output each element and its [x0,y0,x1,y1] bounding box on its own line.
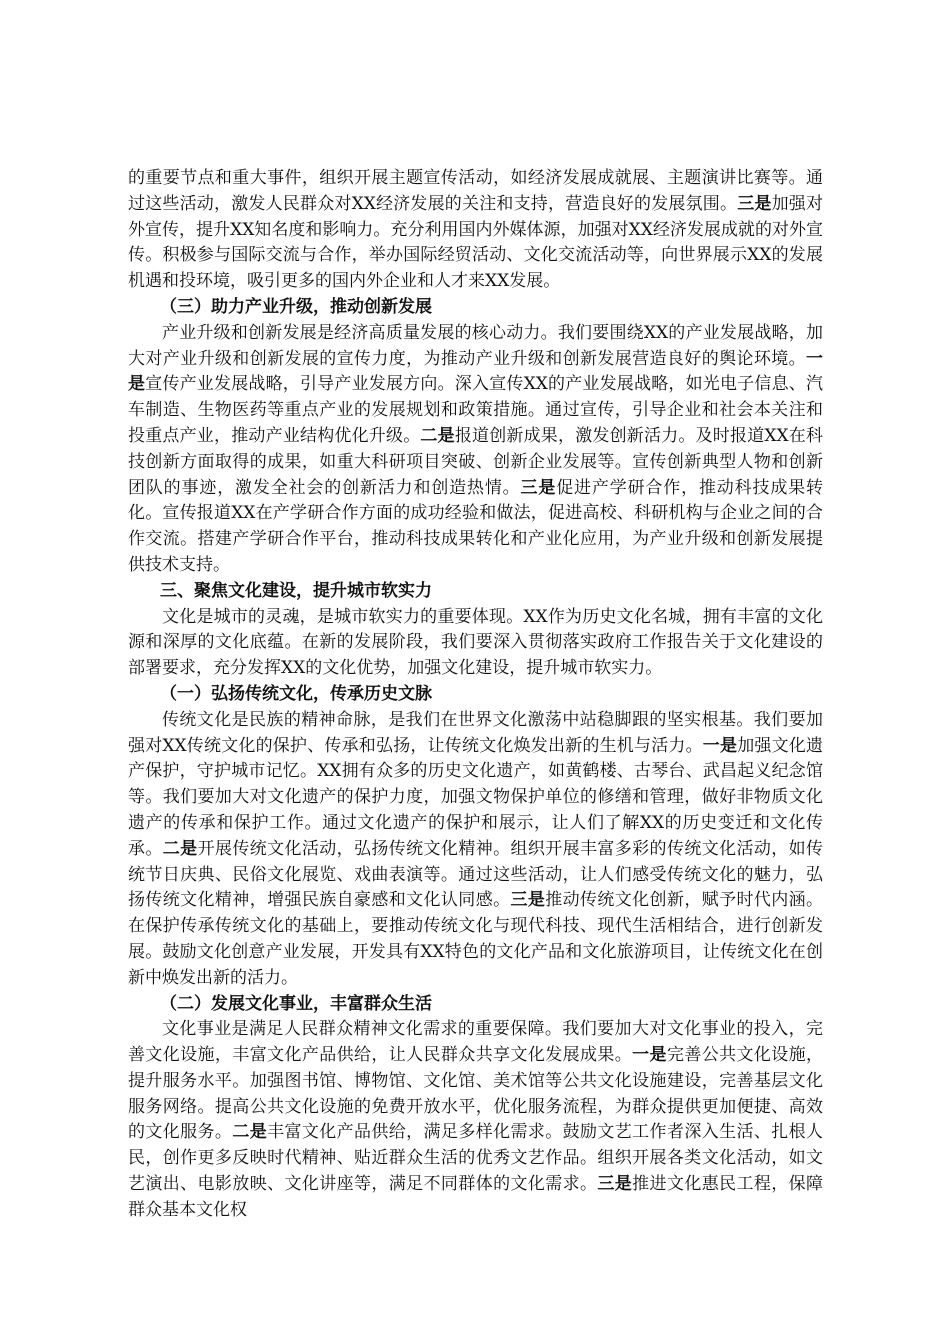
paragraph-text: 推动传统文化创新，赋予时代内涵。在保护传承传统文化的基础上，要推动传统文化与现代科技、现代生活相结合，进行创新发展。鼓励文化创意产业发展，开发具有XX特色的文化产品和文化旅游项目，让传统文化在创新中焕发出新的活力。 [128,890,824,988]
emphasis-marker: 三是 [597,1174,633,1195]
emphasis-marker: 三是 [510,890,546,911]
body-paragraph [128,708,823,992]
paragraph-text: 推进文化惠民工程，保障群众基本文化权 [128,1174,824,1220]
body-paragraph [128,1017,823,1223]
body-paragraph [128,166,823,295]
body-paragraph [128,321,823,579]
paragraph-text: 报道创新成果，激发创新活力。及时报道XX在科技创新方面取得的成果，如重大科研项目突破、创新企业发展等。宣传创新典型人物和创新团队的事迹，激发全社会的创新活力和创造热情。 [128,425,824,498]
body-paragraph [128,605,823,682]
subsection-heading: （二）发展文化事业，丰富群众生活 [160,993,432,1014]
paragraph-text: 文化事业是满足人民群众精神文化需求的重要保障。我们要加大对文化事业的投入，完善文化设施，丰富文化产品供给，让人民群众共享文化发展成果。 [128,1019,823,1066]
paragraph-text: 丰富文化产品供给，满足多样化需求。鼓励文艺工作者深入生活、扎根人民，创作更多反映时代精神、贴近群众生活的优秀文艺作品。组织开展各类文化活动，如文艺演出、电影放映、文化讲座等，满足不同群体的文化需求。 [128,1122,824,1195]
paragraph-text: 促进产学研合作，推动科技成果转化。宣传报道XX在产学研合作方面的成功经验和做法，促进高校、科研机构与企业之间的合作交流。搭建产学研合作平台，推动科技成果转化和产业化应用，为产业升级和创新发展提供技术支持。 [128,477,824,575]
paragraph-text: 完善公共文化设施，提升服务水平。加强图书馆、博物馆、文化馆、美术馆等公共文化设施建设，完善基层文化服务网络。提高公共文化设施的免费开放水平，优化服务流程，为群众提供更加便捷、高效的文化服务。 [128,1045,824,1143]
document-page [128,166,823,1224]
emphasis-marker: 二是 [420,425,455,446]
subsection-heading: （三）助力产业升级，推动创新发展 [160,296,432,317]
paragraph-text: 宣传产业发展战略，引导产业发展方向。深入宣传XX的产业发展战略，如光电子信息、汽车制造、生物医药等重点产业的发展规划和政策措施。通过宣传，引导企业和社会本关注和投重点产业，推动产业结构优化升级。 [128,374,823,446]
emphasis-marker: 三是 [520,477,557,498]
emphasis-marker: 一是 [702,735,738,756]
emphasis-marker: 一是 [632,1045,667,1066]
subsection-heading: （一）弘扬传统文化，传承历史文脉 [160,683,432,704]
paragraph-text: 产业升级和创新发展是经济高质量发展的核心动力。我们要围绕XX的产业发展战略，加大对产业升级和创新发展的宣传力度，为推动产业升级和创新发展营造良好的舆论环境。 [128,322,823,369]
emphasis-marker: 二是 [232,1122,268,1143]
emphasis-marker: 一是 [128,348,823,395]
paragraph-text: 传统文化是民族的精神命脉，是我们在世界文化激荡中站稳脚跟的坚实根基。我们要加强对XX传统文化的保护、传承和弘扬，让传统文化焕发出新的生机与活力。 [128,709,823,756]
paragraph-text: 的重要节点和重大事件，组织开展主题宣传活动，如经济发展成就展、主题演讲比赛等。通过这些活动，激发人民群众对XX经济发展的关注和支持，营造良好的发展氛围。 [128,168,823,214]
paragraph-text: 加强文化遗产保护，守护城市记忆。XX拥有众多的历史文化遗产，如黄鹤楼、古琴台、武昌起义纪念馆等。我们要加大对文化遗产的保护力度，加强文物保护单位的修缮和管理，做好非物质文化遗产的传承和保护工作。通过文化遗产的保护和展示，让人们了解XX的历史变迁和文化传承。 [128,735,824,859]
paragraph-text: 文化是城市的灵魂，是城市软实力的重要体现。XX作为历史文化名城，拥有丰富的文化源和深厚的文化底蕴。在新的发展阶段，我们要深入贯彻落实政府工作报告关于文化建设的部署要求，充分发挥XX的文化优势，加强文化建设，提升城市软实力。 [128,606,823,679]
paragraph-text: 开展传统文化活动，弘扬传统文化精神。组织开展丰富多彩的传统文化活动，如传统节日庆典、民俗文化展览、戏曲表演等。通过这些活动，让人们感受传统文化的魅力，弘扬传统文化精神，增强民族自豪感和文化认同感。 [128,838,824,911]
section-heading: 三、聚焦文化建设，提升城市软实力 [160,580,432,601]
emphasis-marker: 二是 [162,838,198,859]
emphasis-marker: 三是 [737,193,772,214]
paragraph-text: 加强对外宣传，提升XX知名度和影响力。充分利用国内外媒体源，加强对XX经济发展成就的对外宣传。积极参与国际交流与合作，举办国际经贸活动、文化交流活动等，向世界展示XX的发展机遇和投环境，吸引更多的国内外企业和人才来XX发展。 [128,193,823,292]
